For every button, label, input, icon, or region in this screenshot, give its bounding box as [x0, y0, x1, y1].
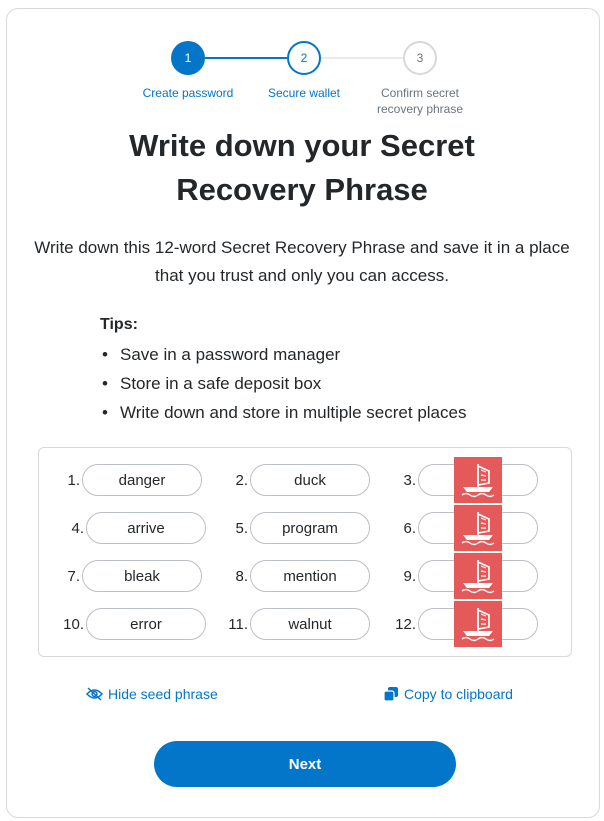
word-value-redacted [418, 560, 538, 592]
word-number: 12. [395, 615, 416, 633]
ship-icon [454, 457, 502, 503]
tip-item: • Write down and store in multiple secret places [100, 398, 560, 427]
copy-to-clipboard-link[interactable] [383, 686, 513, 702]
word-number: 8. [235, 567, 248, 585]
next-button[interactable]: Next [154, 741, 456, 787]
hide-seed-phrase-link[interactable] [86, 686, 218, 702]
word-number: 6. [403, 519, 416, 537]
progress-stepper [0, 0, 604, 120]
phrase-word-1 [50, 464, 202, 496]
step-1-label: Create password [142, 86, 234, 100]
tips-section [100, 314, 560, 427]
word-number: 5. [235, 519, 248, 537]
step-2-label: Secure wallet [267, 86, 341, 100]
copy-to-clipboard-label: Copy to clipboard [404, 686, 513, 702]
word-value: mention [250, 560, 370, 592]
phrase-word-8 [218, 560, 370, 592]
tip-item: • Save in a password manager [100, 340, 560, 369]
word-number: 2. [235, 471, 248, 489]
phrase-word-10 [54, 608, 206, 640]
tips-list [100, 340, 560, 427]
copy-icon [383, 686, 399, 702]
word-value: walnut [250, 608, 370, 640]
word-value-redacted [418, 512, 538, 544]
phrase-word-4 [54, 512, 206, 544]
step-1-indicator: 1 [171, 41, 205, 75]
word-value: danger [82, 464, 202, 496]
word-value-redacted [418, 464, 538, 496]
step-3-indicator: 3 [403, 41, 437, 75]
phrase-word-9 [386, 560, 538, 592]
eye-slash-icon [86, 687, 103, 701]
phrase-word-12 [386, 608, 538, 640]
ship-icon [454, 601, 502, 647]
word-number: 4. [71, 519, 84, 537]
word-number: 7. [67, 567, 80, 585]
word-value-redacted [418, 608, 538, 640]
phrase-word-2 [218, 464, 370, 496]
word-value: arrive [86, 512, 206, 544]
phrase-word-6 [386, 512, 538, 544]
word-number: 3. [403, 471, 416, 489]
phrase-word-7 [50, 560, 202, 592]
step-connector-pending [321, 57, 403, 59]
word-value: error [86, 608, 206, 640]
step-connector-completed [205, 57, 287, 59]
ship-icon [454, 553, 502, 599]
word-value: duck [250, 464, 370, 496]
word-value: program [250, 512, 370, 544]
word-number: 11. [228, 615, 248, 633]
word-value: bleak [82, 560, 202, 592]
tips-title: Tips: [100, 316, 138, 333]
page-description: Write down this 12-word Secret Recovery Phrase and save it in a place that you trust and only you can access. [34, 238, 570, 285]
hide-seed-phrase-label: Hide seed phrase [108, 686, 218, 702]
word-number: 1. [67, 471, 80, 489]
phrase-word-3 [386, 464, 538, 496]
phrase-word-11 [218, 608, 370, 640]
tip-item: • Store in a safe deposit box [100, 369, 560, 398]
ship-icon [454, 505, 502, 551]
word-number: 9. [403, 567, 416, 585]
step-2-indicator: 2 [287, 41, 321, 75]
page-title: Write down your Secret Recovery Phrase [129, 128, 475, 207]
phrase-word-5 [218, 512, 370, 544]
step-3-label: Confirm secret recovery phrase [376, 86, 464, 116]
word-number: 10. [63, 615, 84, 633]
